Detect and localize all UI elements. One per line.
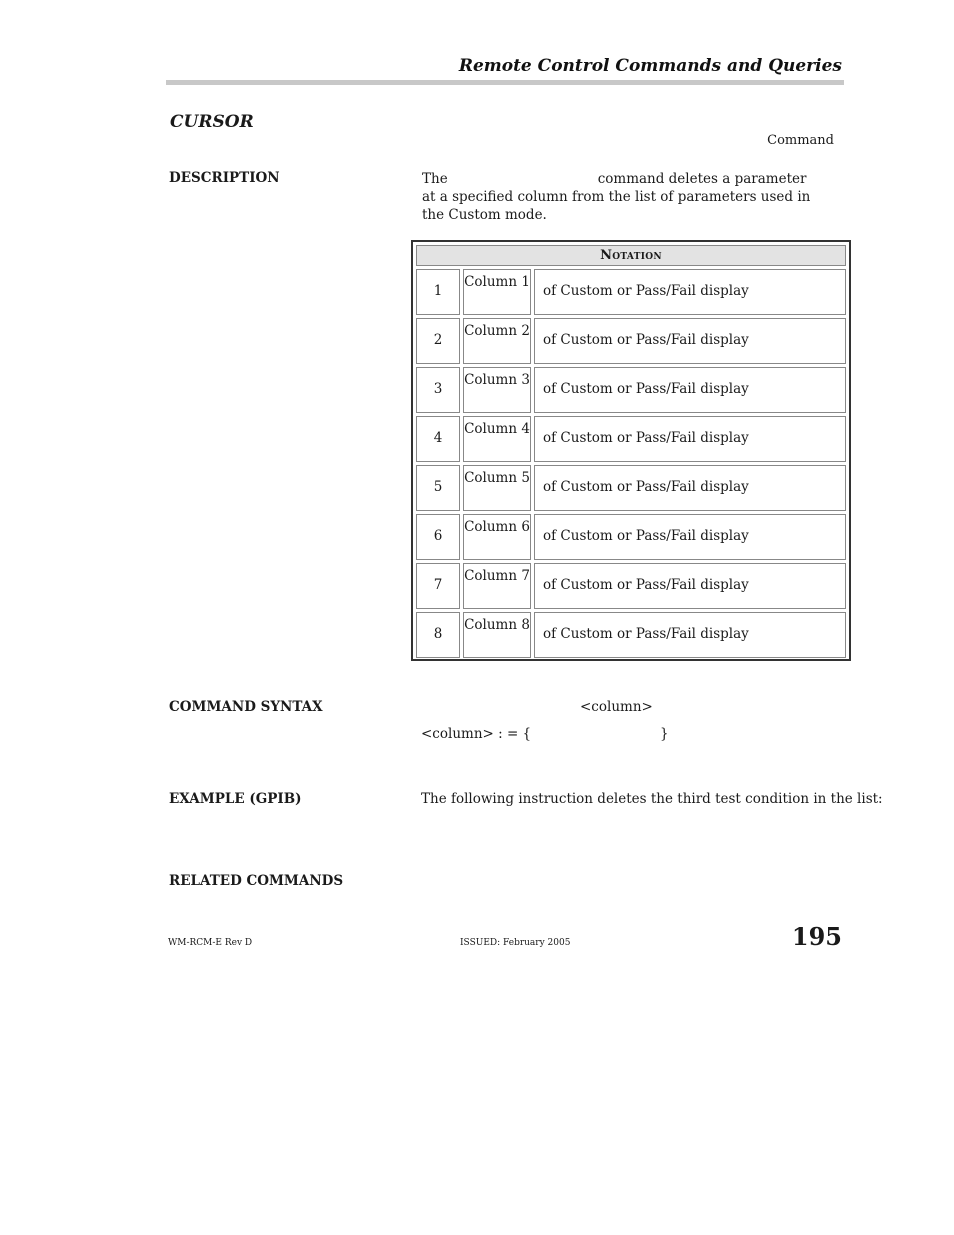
description-text (422, 170, 820, 224)
description-text-start: The (422, 171, 448, 187)
syntax-definition-right: } (660, 726, 669, 742)
row-column: Column 5 (463, 465, 531, 511)
row-description: of Custom or Pass/Fail display (534, 465, 846, 511)
row-description: of Custom or Pass/Fail display (534, 416, 846, 462)
footer-doc-id: WM-RCM-E Rev D (168, 938, 253, 948)
table-row (416, 514, 846, 560)
row-number: 7 (416, 563, 460, 609)
row-number: 3 (416, 367, 460, 413)
notation-table (411, 240, 851, 661)
row-column: Column 4 (463, 416, 531, 462)
syntax-definition-left: <column> : = { (421, 726, 532, 742)
row-number: 6 (416, 514, 460, 560)
footer-issued: ISSUED: February 2005 (460, 938, 571, 948)
table-row (416, 416, 846, 462)
page-number: 195 (791, 922, 842, 951)
row-column: Column 1 (463, 269, 531, 315)
table-row (416, 269, 846, 315)
row-number: 1 (416, 269, 460, 315)
section-title: CURSOR (170, 112, 254, 132)
example-label: EXAMPLE (GPIB) (169, 791, 302, 807)
row-description: of Custom or Pass/Fail display (534, 612, 846, 658)
table-row (416, 612, 846, 658)
row-column: Column 8 (463, 612, 531, 658)
notation-heading: Notation (416, 245, 846, 266)
row-column: Column 6 (463, 514, 531, 560)
row-description: of Custom or Pass/Fail display (534, 318, 846, 364)
description-label: DESCRIPTION (169, 170, 280, 186)
row-column: Column 7 (463, 563, 531, 609)
table-row (416, 367, 846, 413)
related-commands-label: RELATED COMMANDS (169, 873, 344, 889)
running-title: Remote Control Commands and Queries (458, 56, 842, 76)
example-text: The following instruction deletes the third test condition in the list: (421, 791, 883, 807)
command-type: Command (767, 133, 834, 148)
row-number: 5 (416, 465, 460, 511)
table-row (416, 563, 846, 609)
table-row (416, 318, 846, 364)
header-rule (166, 80, 844, 85)
row-number: 4 (416, 416, 460, 462)
table-row (416, 465, 846, 511)
row-number: 2 (416, 318, 460, 364)
syntax-token: <column> (580, 699, 653, 715)
row-description: of Custom or Pass/Fail display (534, 269, 846, 315)
row-column: Column 2 (463, 318, 531, 364)
row-column: Column 3 (463, 367, 531, 413)
description-text-rest: command deletes a parameter at a specified column from the list of parameters used in the Custom mode. (422, 171, 811, 223)
row-description: of Custom or Pass/Fail display (534, 367, 846, 413)
row-description: of Custom or Pass/Fail display (534, 514, 846, 560)
syntax-label: COMMAND SYNTAX (169, 699, 323, 715)
row-description: of Custom or Pass/Fail display (534, 563, 846, 609)
row-number: 8 (416, 612, 460, 658)
